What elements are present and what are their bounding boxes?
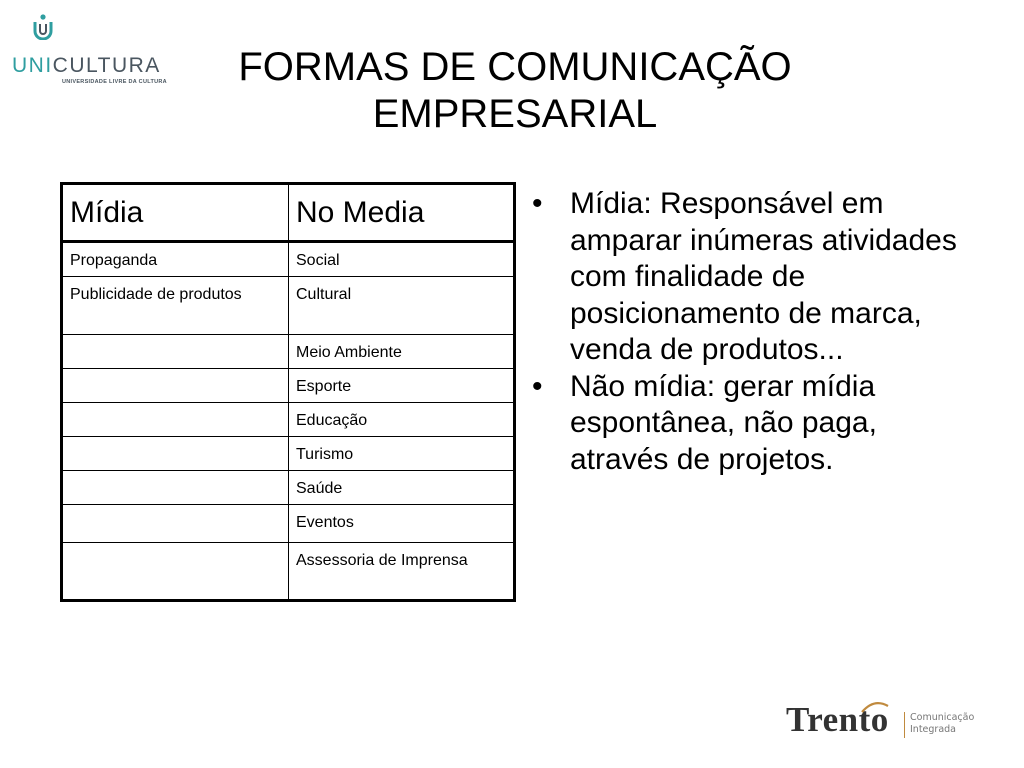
table-cell: Cultural [289,277,515,335]
table-cell [62,369,289,403]
trento-divider [904,712,905,738]
table-row [62,277,515,335]
unicultura-logo [12,14,167,85]
table-cell [62,403,289,437]
unicultura-mark-icon [32,14,54,40]
slide-title [170,44,860,138]
table-cell: Meio Ambiente [289,335,515,369]
table-row [62,242,515,277]
trento-logo [786,700,986,744]
table-row [62,505,515,543]
table-cell [62,543,289,601]
table-cell: Propaganda [62,242,289,277]
bullet-icon: • [532,187,543,220]
bullet-item-nao-midia [532,369,972,479]
table-cell [62,437,289,471]
table-header-no-media: No Media [289,184,515,242]
bullet-list [532,186,972,478]
table-cell [62,471,289,505]
table-cell [62,335,289,369]
table-header-midia: Mídia [62,184,289,242]
table-cell: Esporte [289,369,515,403]
table-row [62,335,515,369]
table-row [62,437,515,471]
table-cell: Publicidade de produtos [62,277,289,335]
trento-tagline-line-1: Comunicação [910,712,975,723]
table-cell [62,505,289,543]
unicultura-wordmark: UNICULTURA [12,54,161,77]
table-row [62,543,515,601]
table-cell: Social [289,242,515,277]
swoosh-icon [860,700,890,714]
trento-tagline-line-2: Integrada [910,724,957,735]
table-cell: Turismo [289,437,515,471]
bullet-text: Não mídia: gerar mídia espontânea, não paga, através de projetos. [570,369,877,476]
table-cell: Educação [289,403,515,437]
table-header-row [62,184,515,242]
slide-title-line-2: EMPRESARIAL [372,92,658,136]
trento-tagline [910,712,974,736]
table-row [62,471,515,505]
table-cell: Assessoria de Imprensa [289,543,515,601]
bullet-text: Mídia: Responsável em amparar inúmeras atividades com finalidade de posicionamento de marca, venda de produtos... [570,187,957,366]
table-cell: Eventos [289,505,515,543]
trento-wordmark: Trento [786,700,889,739]
media-comparison-table [60,182,516,602]
bullet-item-midia [532,186,972,369]
bullet-icon: • [532,369,543,403]
table-row [62,369,515,403]
table-row [62,403,515,437]
unicultura-tagline: UNIVERSIDADE LIVRE DA CULTURA [62,79,167,85]
slide-title-line-1: FORMAS DE COMUNICAÇÃO [238,45,792,89]
table-cell: Saúde [289,471,515,505]
